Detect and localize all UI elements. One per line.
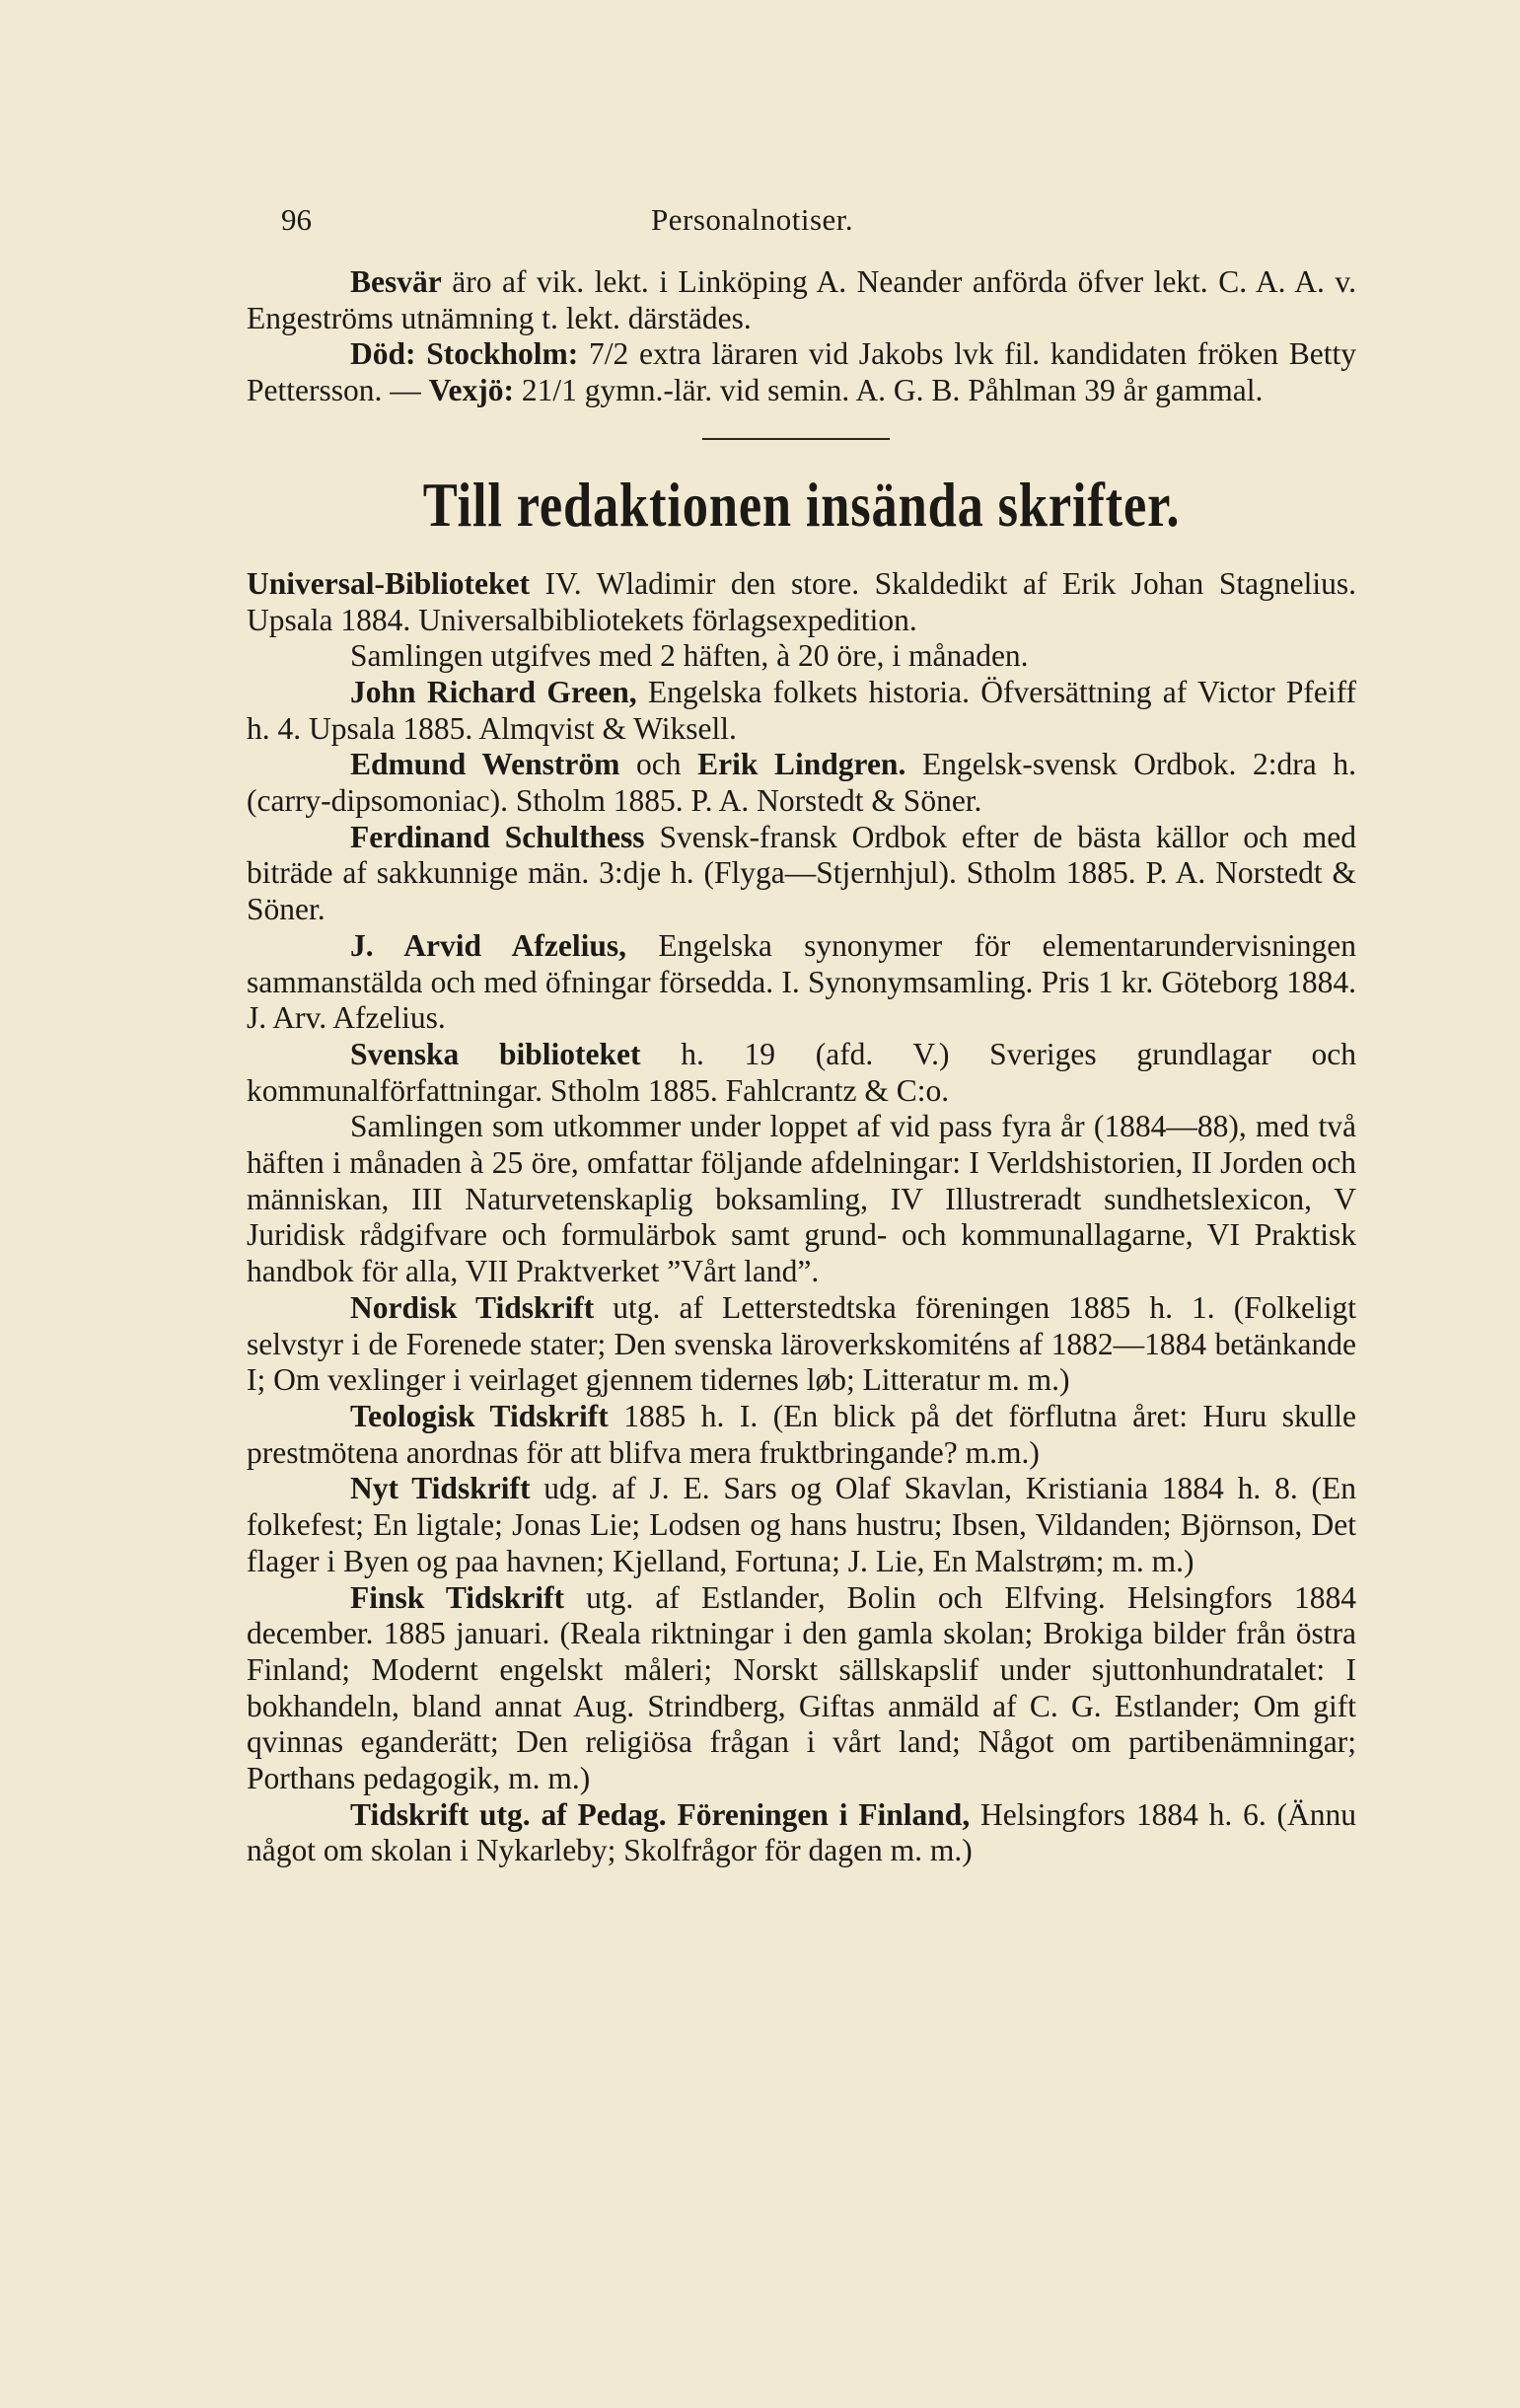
notice-text: 21/1 gymn.-lär. vid semin. A. G. B. Påhlman 39 år gammal.	[513, 373, 1264, 408]
entry	[247, 1109, 1356, 1290]
running-title: Personalnotiser.	[651, 202, 854, 237]
entry-title: Nyt Tidskrift	[350, 1471, 531, 1506]
section-divider	[702, 438, 890, 440]
entries-list	[247, 566, 1356, 1869]
entry-text: Svensk-fransk Ordbok efter de bästa källor och med biträde af sakkunnige män. 3:dje h. (Flyga—Stjernhjul). Stholm 1885. P. A. Norstedt & Söner.	[247, 819, 1357, 927]
entry-title: Universal-Biblioteket	[247, 565, 530, 601]
entry-text: Engelsk-svensk Ordbok. 2:dra h. (carry-dipsomoniac). Stholm 1885. P. A. Norstedt & Söner.	[247, 747, 1356, 819]
entry-text: udg. af J. E. Sars og Olaf Skavlan, Kristiania 1884 h. 8. (En folkefest; En ligtale; Jonas Lie; Lodsen og hans hustru; Ibsen, Vildanden; Björnson, Det flager i Byen og paa havnen; Kjelland, Fortuna; J. Lie, En Malstrøm; m. m.)	[247, 1471, 1357, 1578]
entry	[247, 747, 1356, 819]
notice-text: 7/2 extra läraren vid Jakobs lvk fil. kandidaten fröken Betty Pettersson. —	[247, 336, 1356, 408]
entry-title: John Richard Green,	[350, 674, 637, 709]
place-name: Stockholm:	[426, 336, 579, 372]
page-number: 96	[281, 202, 312, 237]
notice-lead: Död:	[350, 336, 416, 372]
notice-lead: Besvär	[350, 264, 442, 299]
entry-text: 1885 h. I. (En blick på det förflutna året: Huru skulle prestmötena anordnas för att blifva mera fruktbringande? m.m.)	[247, 1398, 1357, 1470]
entry-text: Samlingen som utkommer under loppet af vid pass fyra år (1884—88), med två häften i månaden à 25 öre, omfattar följande afdelningar: I Verldshistorien, II Jorden och människan, III Naturvetenskaplig boksamling, IV Illustreradt sundhetslexicon, V Juridisk rådgifvare och formulärbok samt grund- och kommunallagarne, VI Praktisk handbok för alla, VII Praktverket ”Vårt land”.	[247, 1109, 1356, 1289]
entry-title: Finsk Tidskrift	[350, 1579, 565, 1615]
entry	[247, 1471, 1356, 1579]
entry-text: utg. af Estlander, Bolin och Elfving. Helsingfors 1884 december. 1885 januari. (Reala riktningar i den gamla skolan; Brokiga bilder från östra Finland; Modernt engelskt måleri; Norskt sällskapslif under sjuttonhundratalet: I bokhandeln, bland annat Aug. Strindberg, Giftas anmäld af C. G. Estlander; Om gift qvinnas eganderätt; Den religiösa frågan i vårt land; Något om partibenämningar; Porthans pedagogik, m. m.)	[247, 1579, 1356, 1796]
entry-title: Teologisk Tidskrift	[350, 1398, 609, 1433]
entry-title: Erik Lindgren.	[697, 747, 906, 782]
notice-dod	[247, 336, 1356, 408]
entry-title: J. Arvid Afzelius,	[350, 927, 626, 963]
entry-title: Ferdinand Schulthess	[350, 819, 645, 854]
entry-text: utg. af Letterstedtska föreningen 1885 h. 1. (Folkeligt selvstyr i de Forenede stater; Den svenska läroverkskomiténs af 1882—1884 betänkande I; Om vexlinger i veirlaget gjennem tidernes løb; Litteratur m. m.)	[247, 1289, 1356, 1398]
entry-text: IV. Wladimir den store. Skaldedikt af Erik Johan Stagnelius. Upsala 1884. Universalbibliotekets förlagsexpedition.	[247, 565, 1356, 637]
entry-text: Engelska folkets historia. Öfversättning af Victor Pfeiff h. 4. Upsala 1885. Almqvist & Wiksell.	[247, 674, 1356, 746]
notice-besvar	[247, 264, 1356, 336]
entry	[247, 566, 1356, 638]
entry	[247, 1580, 1356, 1797]
entry	[247, 675, 1356, 747]
entry-title: Svenska biblioteket	[350, 1036, 641, 1071]
entry	[247, 1399, 1356, 1471]
entry	[247, 1290, 1356, 1399]
entry-text: Samlingen utgifves med 2 häften, à 20 öre, i månaden.	[350, 638, 1029, 674]
entry	[247, 820, 1356, 928]
entry	[247, 1797, 1356, 1869]
entry-text: Engelska synonymer för elementarundervisningen sammanstälda och med öfningar försedda. I. Synonymsamling. Pris 1 kr. Göteborg 1884. J. Arv. Afzelius.	[247, 927, 1356, 1036]
entry-title: Edmund Wenström	[350, 747, 620, 782]
entry-text: h. 19 (afd. V.) Sveriges grundlagar och kommunalförfattningar. Stholm 1885. Fahlcrantz & C:o.	[247, 1036, 1356, 1108]
notice-text: äro af vik. lekt. i Linköping A. Neander anförda öfver lekt. C. A. A. v. Engeströms utnämning t. lekt. därstädes.	[247, 264, 1356, 335]
entry-title: Nordisk Tidskrift	[350, 1289, 595, 1325]
entry-title: Tidskrift utg. af Pedag. Föreningen i Finland,	[350, 1796, 971, 1832]
entry	[247, 928, 1356, 1037]
entry-text: Helsingfors 1884 h. 6. (Ännu något om skolan i Nykarleby; Skolfrågor för dagen m. m.)	[247, 1796, 1357, 1868]
entry	[247, 1037, 1356, 1109]
place-name: Vexjö:	[428, 373, 514, 408]
section-heading: Till redaktionen insända skrifter.	[422, 469, 1181, 540]
entry	[247, 638, 1356, 675]
body-text	[247, 264, 1356, 1869]
entry-connector: och	[619, 747, 698, 782]
